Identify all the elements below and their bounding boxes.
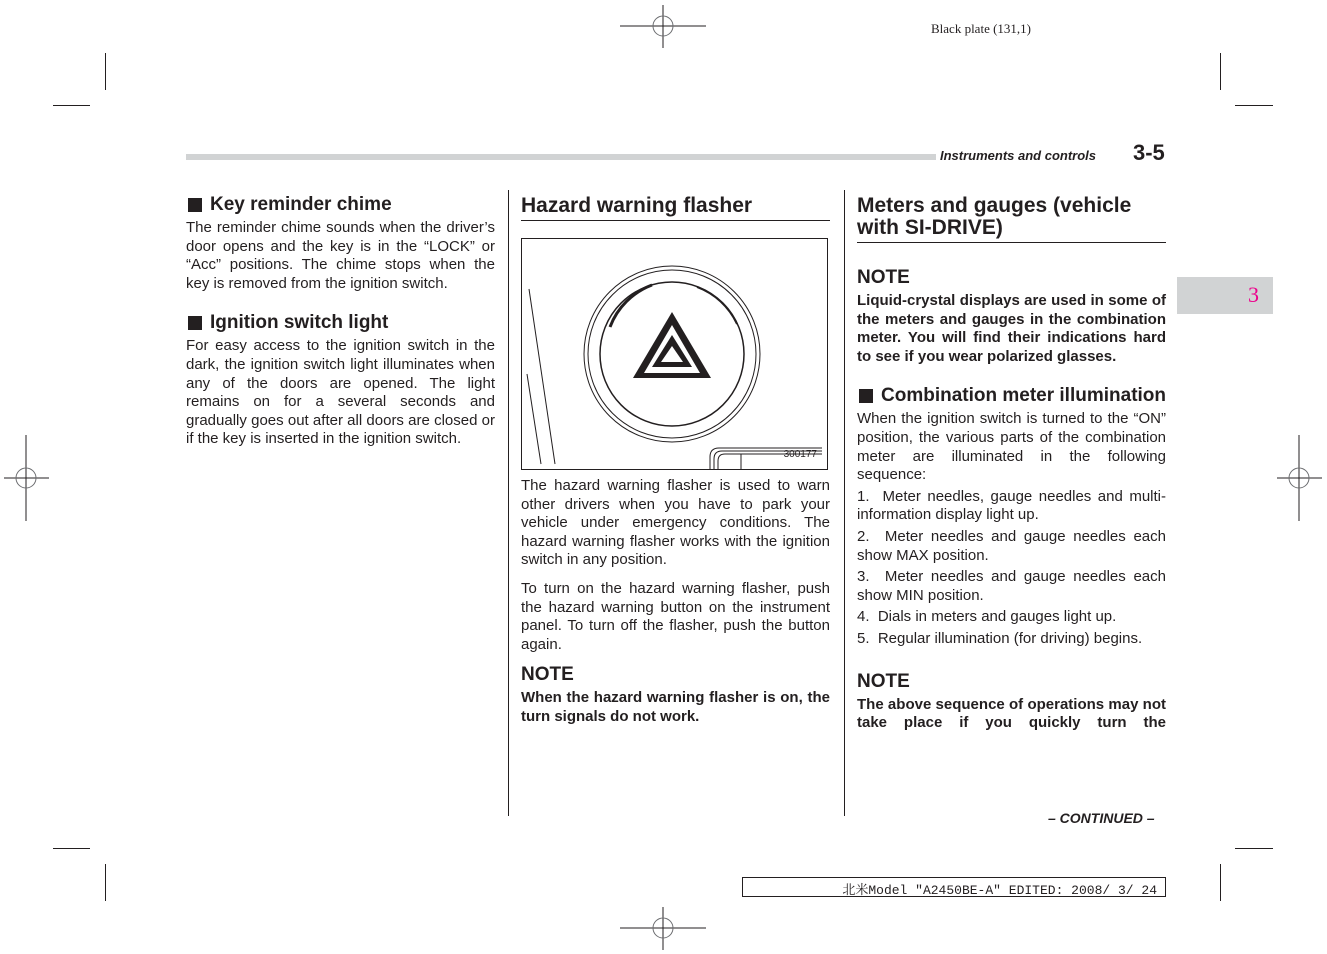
crop-mark <box>53 848 90 849</box>
chapter-tab[interactable] <box>1177 277 1273 314</box>
crop-mark <box>1220 53 1221 90</box>
page-number: 3-5 <box>1133 140 1165 165</box>
continued-label: – CONTINUED – <box>1048 810 1155 826</box>
note-heading: NOTE <box>521 664 574 686</box>
crop-mark <box>1235 848 1273 849</box>
subsection-heading <box>186 194 495 216</box>
sequence-step: 4. Dials in meters and gauges light up. <box>857 608 1117 626</box>
chapter-tab-label: 3 <box>1248 282 1259 307</box>
crop-mark <box>105 864 106 901</box>
middle-column <box>521 195 830 727</box>
hazard-figure <box>521 238 828 470</box>
square-bullet-icon <box>859 389 873 403</box>
key-reminder-text: The reminder chime sounds when the driver’s door opens and the key is in the “LOCK” or “Acc” positions. The chime stops when the key is removed from the ignition switch. <box>186 219 495 292</box>
combination-meter-intro: When the ignition switch is turned to the “ON” position, the various parts of the combination meter are illuminated in the following sequence: <box>857 410 1166 484</box>
column-divider <box>844 190 845 816</box>
column-divider <box>508 190 509 816</box>
sequence-step: 2. Meter needles and gauge needles each show MAX position. <box>857 527 1171 564</box>
lcd-note-text: Liquid-crystal displays are used in some of the meters and gauges in the combination meter. You will find their indications hard to see if you wear polarized glasses. <box>857 292 1166 365</box>
hazard-button-illustration-icon <box>522 239 827 469</box>
note-heading: NOTE <box>857 670 910 692</box>
note-heading: NOTE <box>857 267 910 288</box>
hazard-paragraph-1: The hazard warning flasher is used to warn other drivers when you have to park your vehicle under emergency conditions. The hazard warning flasher works with the ignition switch in any position. <box>521 477 830 569</box>
registration-mark-icon <box>4 435 49 521</box>
figure-number: 300177 <box>783 449 817 460</box>
edit-info-text: 北米Model "A2450BE-A" EDITED: 2008/ 3/ 24 <box>842 883 1157 898</box>
ignition-light-title: Ignition switch light <box>210 312 389 334</box>
square-bullet-icon <box>188 198 202 212</box>
left-column <box>186 194 495 449</box>
subsection-heading <box>857 385 1166 407</box>
crop-mark <box>53 105 90 106</box>
section-title: Instruments and controls <box>940 148 1097 163</box>
crop-mark <box>105 53 106 90</box>
sequence-step: 3. Meter needles and gauge needles each show MIN position. <box>857 568 1171 604</box>
crop-mark <box>1235 105 1273 106</box>
combination-meter-title: Combination meter illumination <box>881 385 1167 407</box>
plate-label: Black plate (131,1) <box>931 21 1031 36</box>
registration-mark-icon <box>620 5 706 48</box>
meters-section-title: Meters and gauges (vehicle with SI-DRIVE) <box>857 195 1166 243</box>
square-bullet-icon <box>188 316 202 330</box>
sequence-step: 5. Regular illumination (for driving) begins. <box>857 629 1143 647</box>
crop-mark <box>1220 864 1221 901</box>
edit-info-box <box>742 877 1166 897</box>
hazard-note-text: When the hazard warning flasher is on, the turn signals do not work. <box>521 689 830 725</box>
header-rule <box>186 154 936 160</box>
hazard-paragraph-2: To turn on the hazard warning flasher, push the hazard warning button on the instrument panel. To turn off the flasher, push the button again. <box>521 579 830 653</box>
registration-mark-icon <box>620 907 706 950</box>
sequence-step: 1. Meter needles, gauge needles and multi-information display light up. <box>857 487 1166 524</box>
right-column <box>857 194 1171 733</box>
hazard-section-title: Hazard warning flasher <box>521 195 830 221</box>
key-reminder-title: Key reminder chime <box>210 194 392 215</box>
sequence-note-text: The above sequence of operations may not take place if you quickly turn the <box>857 695 1166 732</box>
subsection-heading <box>186 312 495 334</box>
ignition-light-text: For easy access to the ignition switch in the dark, the ignition switch light illuminates when any of the doors are opened. The light remains on for a several seconds and gradually goes out after all doors are closed or if the key is inserted in the ignition switch. <box>186 337 495 448</box>
registration-mark-icon <box>1277 435 1322 521</box>
